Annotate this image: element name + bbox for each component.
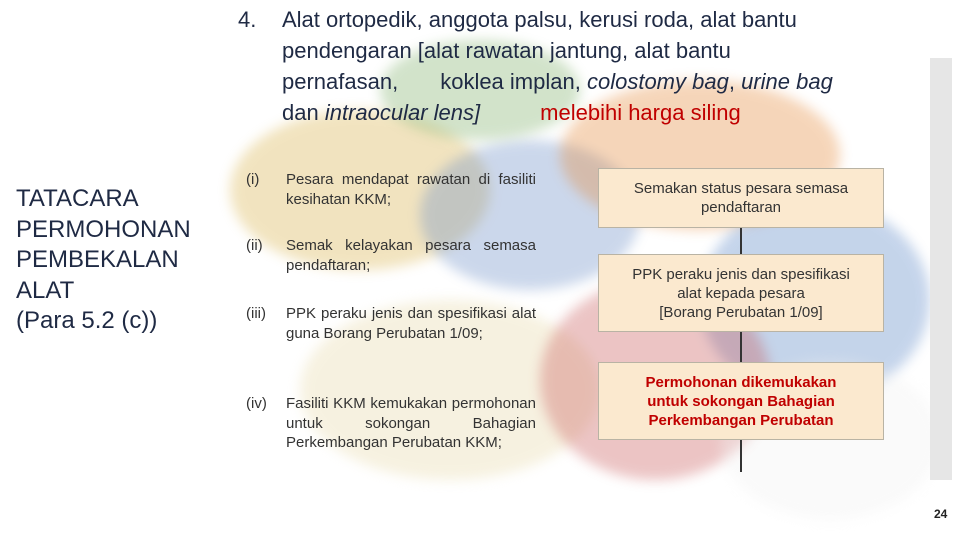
flow-box-text: alat kepada pesara	[677, 284, 805, 302]
flow-box-text: untuk sokongan Bahagian	[647, 392, 835, 410]
heading-italic-term: colostomy bag	[586, 69, 729, 94]
flow-box-status-check	[598, 168, 884, 228]
step-text: Fasiliti KKM kemukakan permohonan untuk sokongan Bahagian Perkembangan Perubatan KKM;	[286, 395, 536, 451]
step-number: (i)	[246, 171, 260, 188]
flow-box-text: Permohonan dikemukakan	[645, 373, 837, 391]
procedure-title-line: (Para 5.2 (c))	[16, 307, 158, 334]
procedure-title-line: PEMBEKALAN	[16, 246, 179, 273]
step-text: Semak kelayakan pesara semasa pendaftaran;	[286, 237, 536, 274]
step-number: (iv)	[246, 395, 267, 412]
procedure-step	[246, 394, 536, 453]
flow-box-text: Perkembangan Perubatan	[648, 411, 834, 429]
flow-box-application	[598, 362, 884, 440]
step-text: Pesara mendapat rawatan di fasiliti kesihatan KKM;	[286, 171, 536, 208]
step-number: (iii)	[246, 305, 266, 322]
heading-text: pernafasan,	[282, 69, 399, 94]
procedure-step	[246, 304, 536, 343]
heading-number: 4.	[238, 7, 257, 32]
heading-line-1: Alat ortopedik, anggota palsu, kerusi roda, alat bantu	[282, 7, 797, 32]
heading-italic-term: urine bag	[741, 69, 833, 94]
procedure-title-line: TATACARA	[16, 185, 139, 212]
heading-line-3	[282, 66, 928, 97]
procedure-title-line: ALAT	[16, 276, 75, 304]
heading-text: ,	[728, 69, 735, 94]
step-number: (ii)	[246, 237, 263, 254]
procedure-step	[246, 236, 536, 275]
flow-box-text: Semakan status pesara semasa	[633, 180, 849, 197]
slide-heading	[238, 4, 928, 128]
procedure-title	[16, 184, 226, 337]
flow-connector	[740, 332, 742, 362]
flow-connector	[740, 440, 742, 472]
flow-box-text: pendaftaran	[700, 199, 782, 216]
heading-text: dan	[282, 100, 319, 125]
flow-box-text: [Borang Perubatan 1/09]	[659, 303, 823, 321]
flow-box-text: PPK peraku jenis dan spesifikasi	[632, 265, 850, 283]
heading-italic-term: intraocular lens]	[324, 100, 481, 125]
heading-line-4	[282, 97, 928, 128]
flow-connector	[740, 228, 742, 254]
heading-line-2: pendengaran [alat rawatan jantung, alat bantu	[282, 38, 731, 63]
step-text: PPK peraku jenis dan spesifikasi alat guna Borang Perubatan 1/09;	[286, 305, 536, 342]
flow-box-ppk-approval	[598, 254, 884, 332]
procedure-title-line: PERMOHONAN	[16, 215, 191, 243]
page-number: 24	[934, 507, 948, 521]
side-decoration-bar	[930, 58, 952, 480]
heading-highlight: melebihi harga siling	[540, 100, 741, 125]
heading-text: koklea implan,	[440, 69, 581, 94]
procedure-step	[246, 170, 536, 209]
